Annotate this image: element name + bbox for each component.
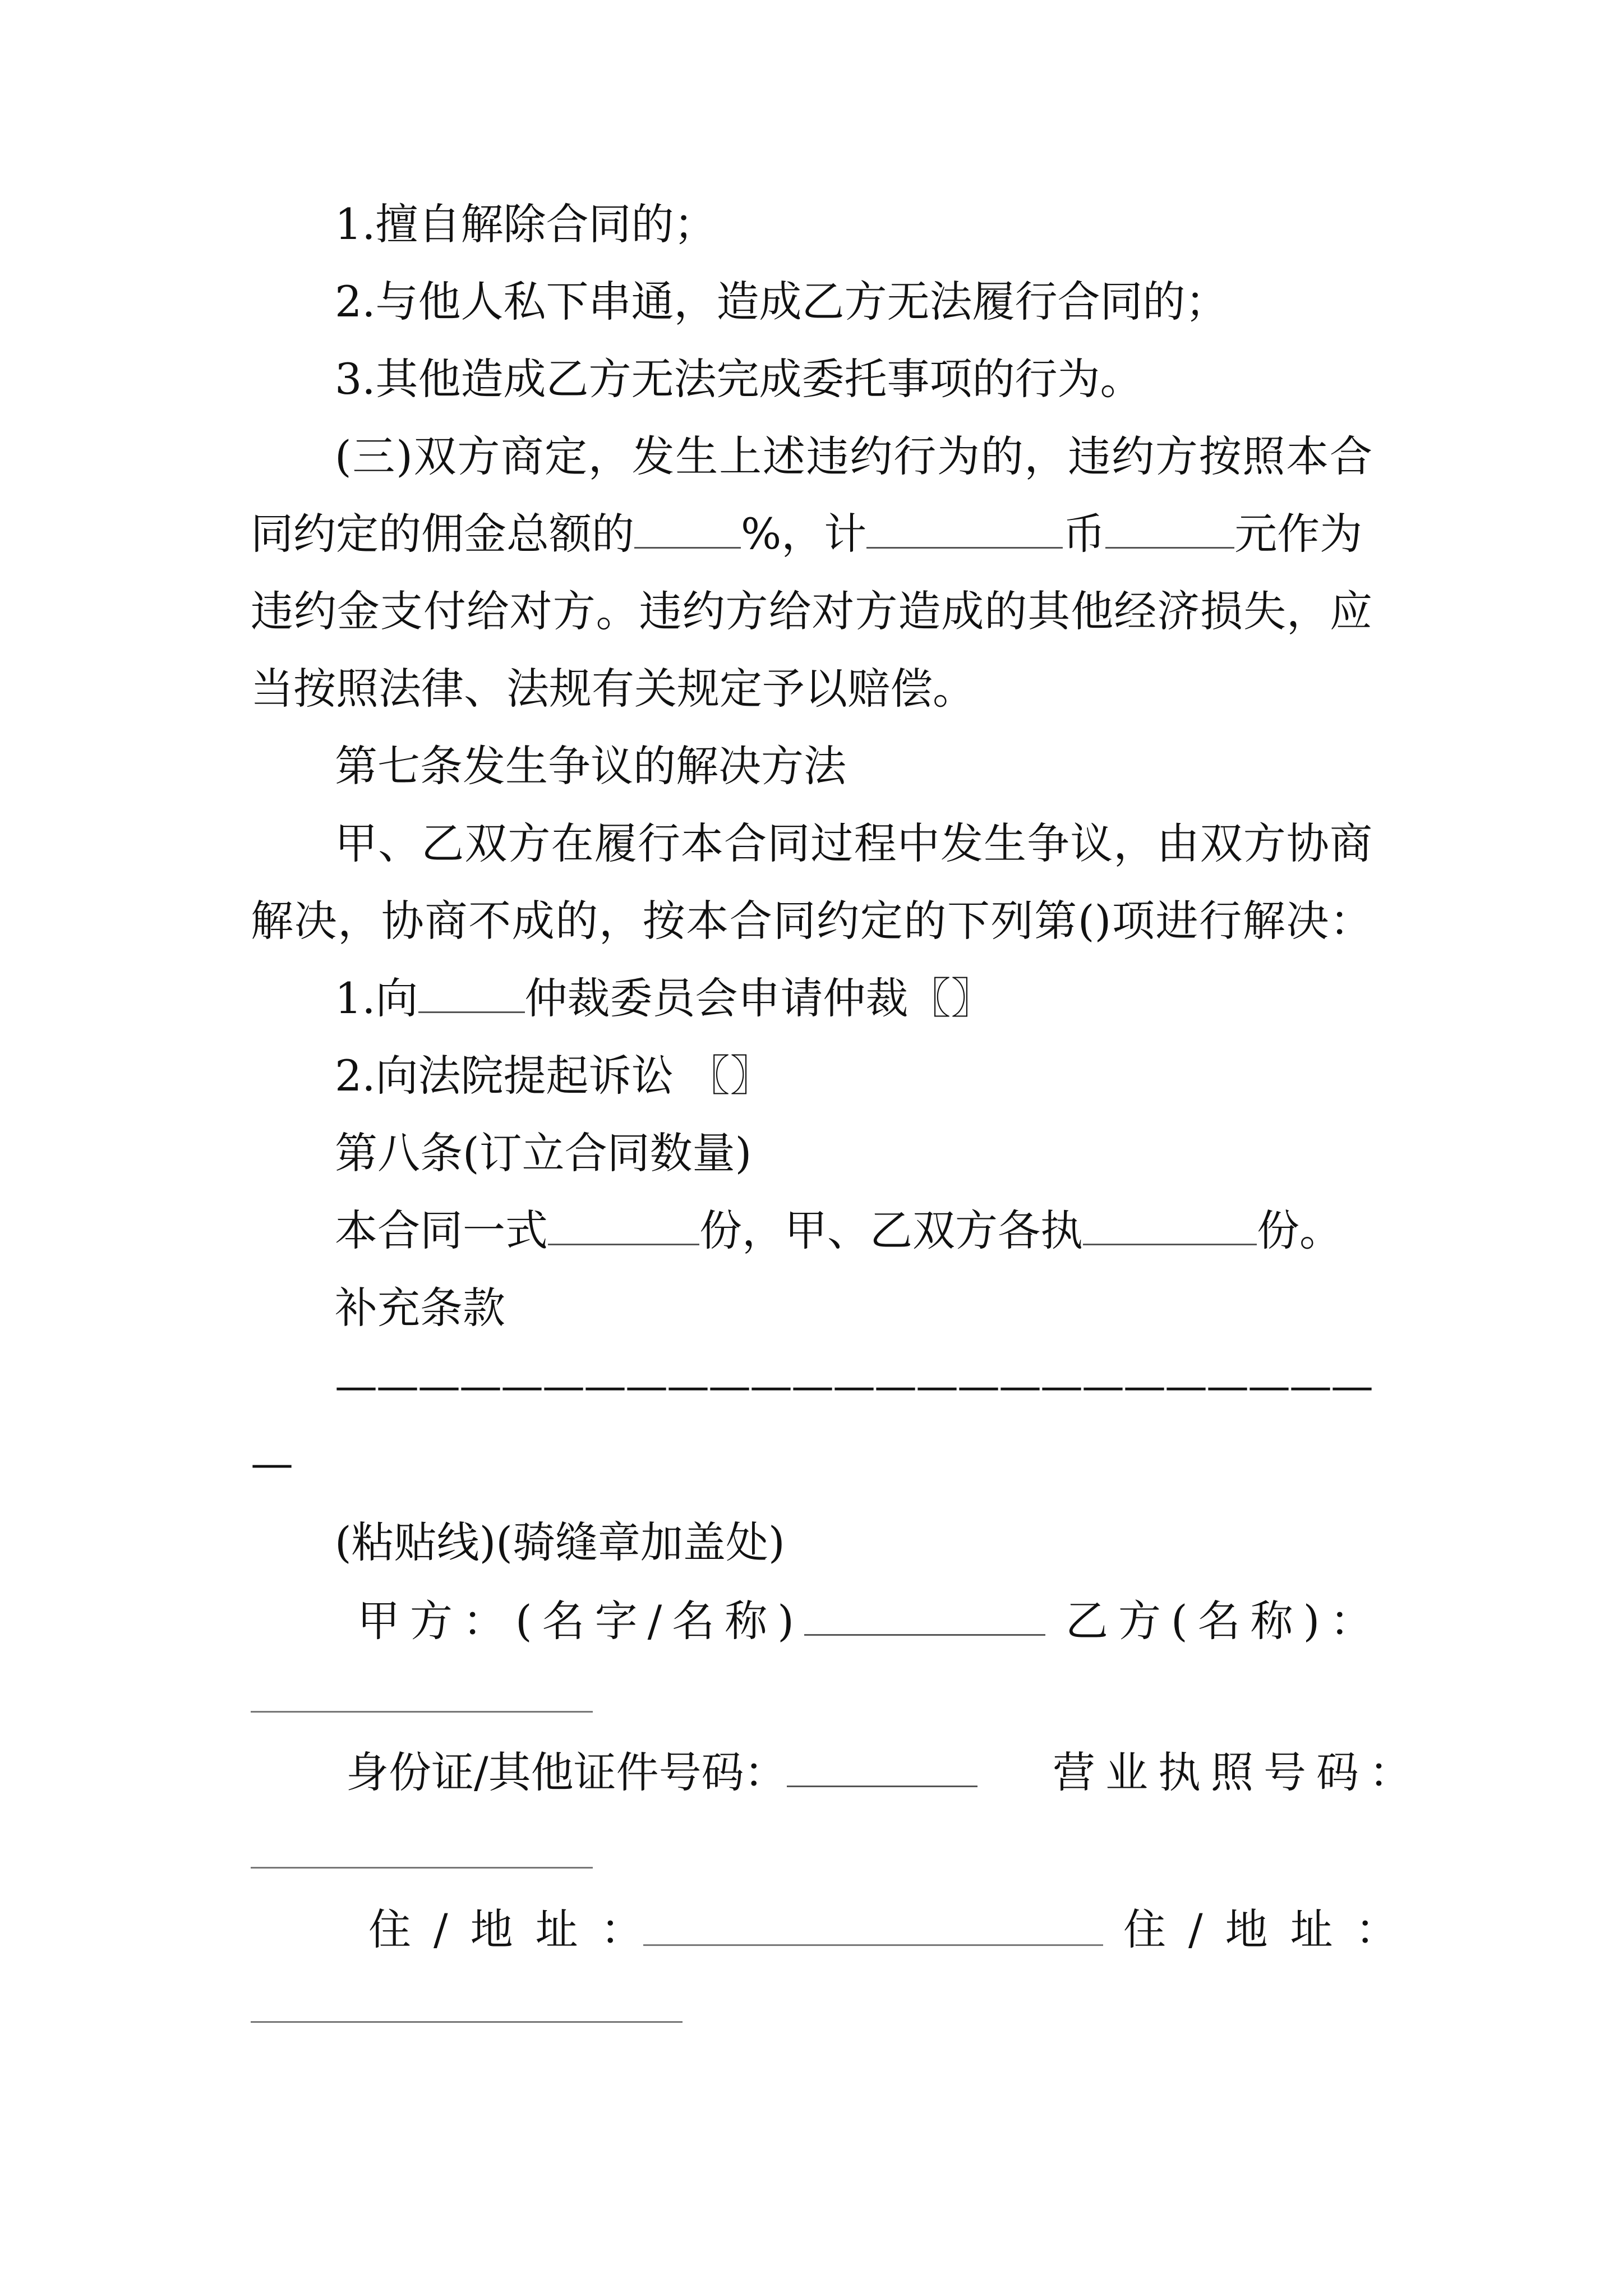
party-b-name-field[interactable] xyxy=(251,1711,593,1713)
blank-copies-each[interactable] xyxy=(1083,1204,1257,1245)
address-label-b: 住/地址： xyxy=(1123,1904,1421,1954)
dash-rule: ————————————————————————— xyxy=(335,1360,1372,1410)
article-8-title: 第八条(订立合同数量) xyxy=(335,1128,752,1178)
supplementary-terms-title: 补充条款 xyxy=(335,1283,505,1333)
option-2: 2.向法院提起诉讼 〖〗 xyxy=(335,1051,773,1101)
dash-rule-tail: — xyxy=(251,1438,293,1488)
license-label xyxy=(1053,1745,1422,1801)
license-label-text: 营业执照号码： xyxy=(1053,1747,1422,1797)
text-segment: %，计 xyxy=(741,509,867,559)
id-line xyxy=(346,1745,978,1801)
paragraph-3-line-4: 当按照法律、法规有关规定予以赔偿。 xyxy=(251,664,975,714)
party-b-label xyxy=(1066,1593,1382,1649)
article-8-line xyxy=(335,1203,1342,1259)
clause-item-2: 2.与他人私下串通，造成乙方无法履行合同的； xyxy=(335,277,1228,326)
text-segment: 仲裁委员会申请仲裁〖〗 xyxy=(524,973,994,1023)
blank-percent[interactable] xyxy=(634,508,741,549)
text-segment: 币 xyxy=(1063,509,1106,559)
option-1 xyxy=(335,970,994,1027)
clause-item-1: 1.擅自解除合同的； xyxy=(335,199,717,249)
license-number-field[interactable] xyxy=(251,1867,593,1869)
address-field-b[interactable] xyxy=(251,2021,683,2023)
text-segment: 1.向 xyxy=(335,973,418,1023)
blank-copies-total[interactable] xyxy=(548,1204,699,1245)
party-a-label: 甲方：(名字/名称) xyxy=(357,1596,804,1646)
text-segment: 份，甲、乙双方各执 xyxy=(699,1205,1083,1255)
article-7-line-1: 甲、乙双方在履行本合同过程中发生争议，由双方协商 xyxy=(335,818,1372,868)
paste-line-note: (粘贴线)(骑缝章加盖处) xyxy=(335,1517,785,1567)
text-segment: 份。 xyxy=(1257,1205,1342,1255)
text-segment: 本合同一式 xyxy=(335,1205,548,1255)
blank-amount[interactable] xyxy=(866,508,1063,549)
id-number-field[interactable] xyxy=(787,1746,978,1787)
article-7-title: 第七条发生争议的解决方法 xyxy=(335,741,846,791)
party-a-name-field[interactable] xyxy=(804,1595,1045,1636)
article-7-line-2: 解决，协商不成的，按本合同约定的下列第()项进行解决： xyxy=(251,896,1372,946)
paragraph-3-line-3: 违约金支付给对方。违约方给对方造成的其他经济损失，应 xyxy=(251,586,1372,636)
clause-item-3: 3.其他造成乙方无法完成委托事项的行为。 xyxy=(335,354,1143,404)
blank-arbitration-committee[interactable] xyxy=(418,972,525,1013)
address-line-a xyxy=(368,1902,666,1958)
address-field-a[interactable] xyxy=(643,1944,1103,1946)
paragraph-3-line-1: (三)双方商定，发生上述违约行为的，违约方按照本合 xyxy=(335,431,1372,481)
text-segment: 同约定的佣金总额的 xyxy=(251,509,634,559)
party-a-line xyxy=(357,1593,1045,1649)
address-line-b xyxy=(1123,1902,1421,1958)
address-label-a: 住/地址： xyxy=(368,1904,666,1954)
text-segment: 元作为 xyxy=(1234,509,1363,559)
party-b-label-text: 乙方(名称)： xyxy=(1066,1596,1383,1646)
blank-yuan[interactable] xyxy=(1105,508,1234,549)
id-label: 身份证/其他证件号码： xyxy=(346,1747,787,1797)
paragraph-3-line-2 xyxy=(251,506,1362,562)
